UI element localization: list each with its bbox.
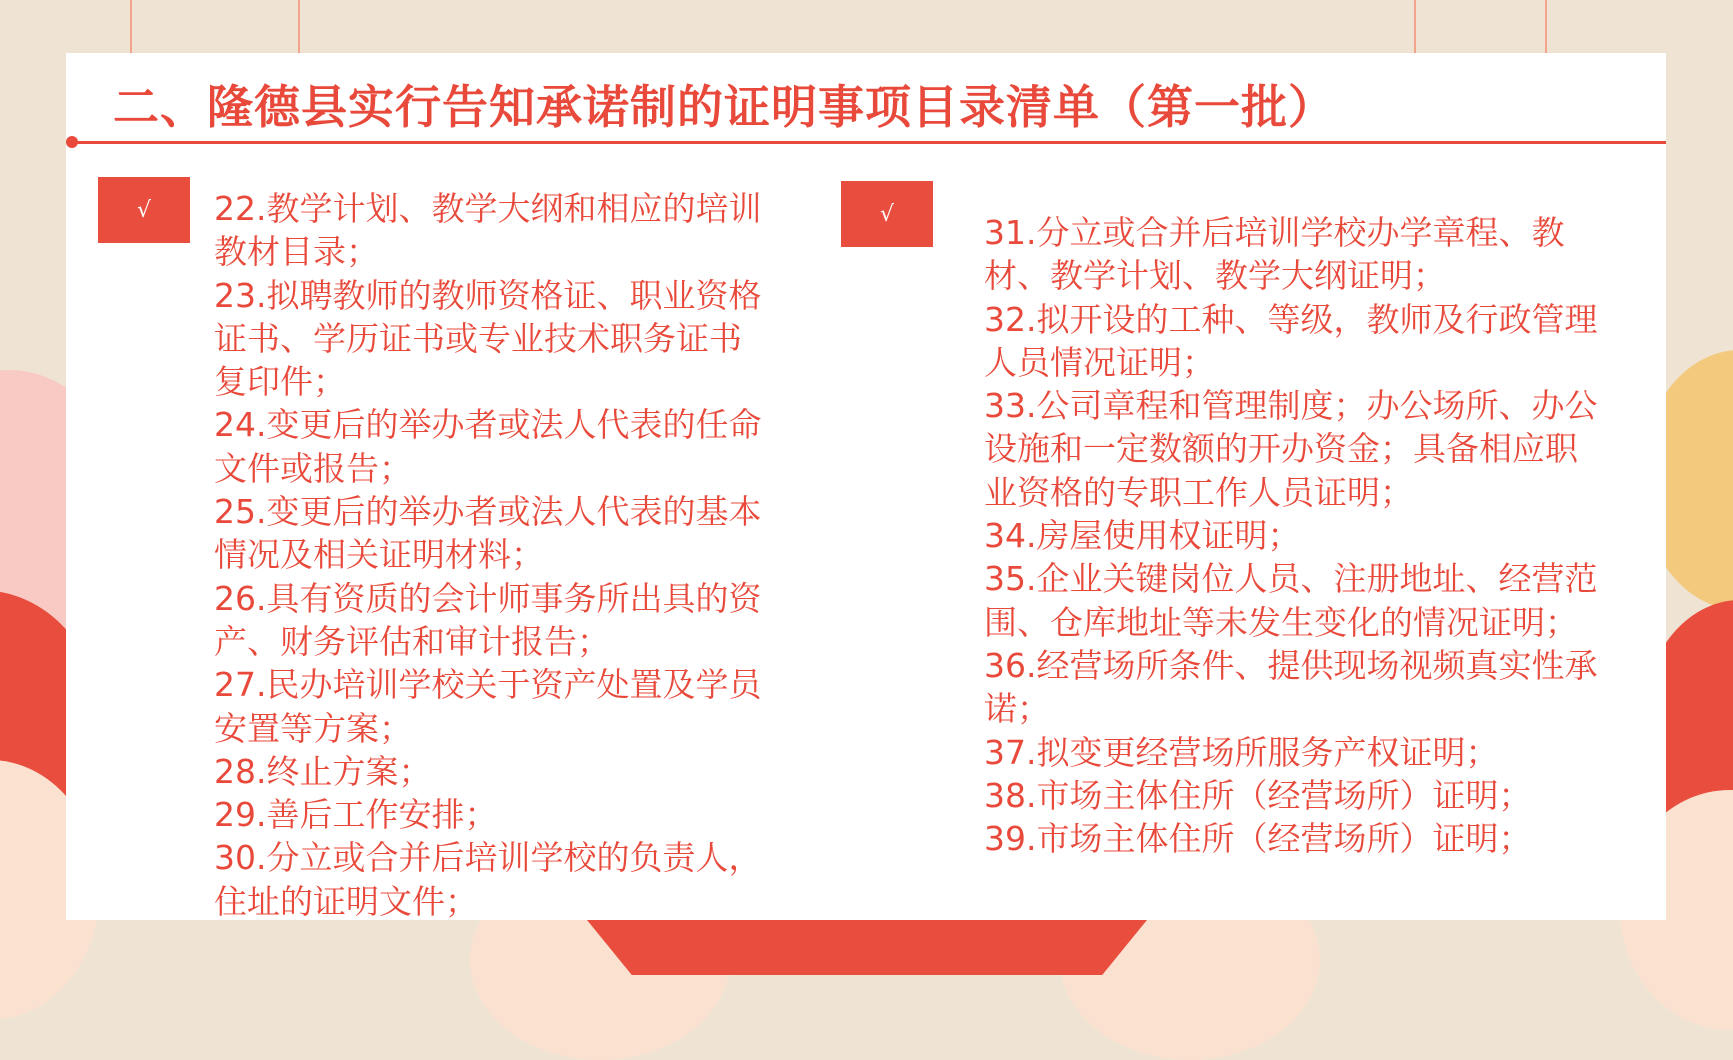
list-item: 35.企业关键岗位人员、注册地址、经营范围、仓库地址等未发生变化的情况证明； (984, 559, 1598, 642)
list-item: 26.具有资质的会计师事务所出具的资产、财务评估和审计报告； (214, 578, 762, 661)
list-item: 33.公司章程和管理制度；办公场所、办公设施和一定数额的开办资金；具备相应职业资格的专职工作人员证明； (984, 386, 1598, 512)
left-item-list (214, 187, 774, 920)
bottom-decoration (587, 920, 1147, 975)
content-card (66, 53, 1666, 920)
list-item: 34.房屋使用权证明； (984, 516, 1301, 556)
check-mark-icon (841, 181, 933, 247)
list-item: 27.民办培训学校关于资产处置及学员安置等方案； (214, 665, 762, 748)
check-mark: √ (136, 197, 152, 223)
list-item: 32.拟开设的工种、等级，教师及行政管理人员情况证明； (984, 299, 1598, 382)
background-line (130, 0, 132, 60)
list-item: 31.分立或合并后培训学校办学章程、教材、教学计划、教学大纲证明； (984, 213, 1565, 296)
list-item: 36.经营场所条件、提供现场视频真实性承诺； (984, 645, 1598, 729)
list-item: 23.拟聘教师的教师资格证、职业资格证书、学历证书或专业技术职务证书复印件； (214, 275, 762, 402)
check-mark: √ (879, 201, 895, 227)
list-item: 25.变更后的举办者或法人代表的基本情况及相关证明材料； (214, 492, 762, 575)
background-line (298, 0, 300, 60)
list-item: 29.善后工作安排； (214, 795, 498, 835)
list-item: 24.变更后的举办者或法人代表的任命文件或报告； (214, 405, 762, 488)
list-item: 37.拟变更经营场所服务产权证明； (984, 732, 1499, 772)
background-line (1414, 0, 1416, 60)
title-underline (70, 141, 1666, 144)
page-title: 二、隆德县实行告知承诺制的证明事项目录清单（第一批） (113, 80, 1335, 134)
list-item: 39.市场主体住所（经营场所）证明； (984, 819, 1532, 859)
check-mark-icon (98, 177, 190, 243)
right-item-list (984, 211, 1609, 860)
list-item: 28.终止方案； (214, 751, 432, 791)
list-item: 30.分立或合并后培训学校的负责人，住址的证明文件； (214, 838, 762, 920)
list-item: 38.市场主体住所（经营场所）证明； (984, 775, 1532, 815)
background-line (1545, 0, 1547, 60)
title-underline-dot (66, 136, 78, 148)
list-item: 22.教学计划、教学大纲和相应的培训教材目录； (214, 189, 762, 272)
